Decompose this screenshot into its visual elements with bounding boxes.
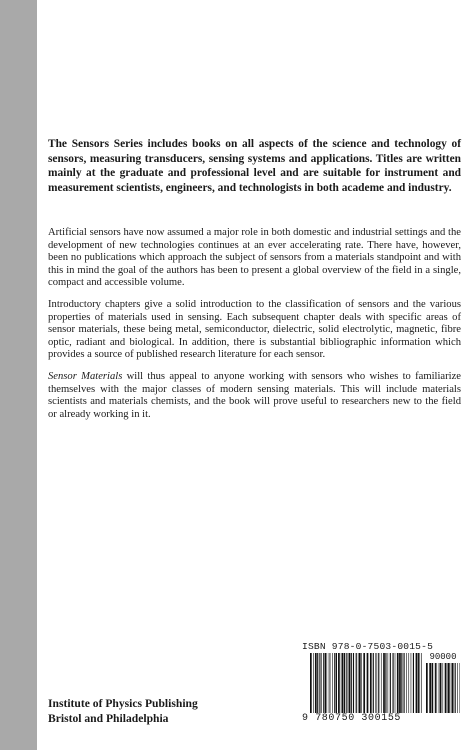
barcode-bar — [310, 653, 312, 713]
barcode-bar — [435, 663, 436, 713]
price-code: 90000 — [429, 652, 457, 662]
barcode-bar — [411, 653, 412, 713]
barcode-bar — [367, 653, 369, 713]
barcode-block — [302, 641, 460, 727]
isbn-label: ISBN 978-0-7503-0015-5 — [302, 641, 434, 652]
barcode-bar — [361, 653, 362, 713]
barcode-bar — [344, 653, 346, 713]
barcode-bar — [443, 663, 444, 713]
barcode-bar — [381, 653, 382, 713]
barcode-bar — [342, 653, 343, 713]
series-description: The Sensors Series includes books on all aspects of the science and technology of sensors, measuring transducers, sensing systems and applications. Titles are written mainly at the graduate and professional level and are suitable for instrument and measurement scientists, engineers, and technologists in both academe and industry. — [48, 138, 461, 194]
barcode-bar — [330, 653, 331, 713]
description-paragraph-1: Artificial sensors have now assumed a major role in both domestic and industrial settings and the development of new technologies continues at an ever accelerating rate. There have, however, been no publications which approach the subject of sensors from a materials standpoint and with this in mind the goal of the authors has been to present a global overview of the field in a single, compact and accessible volume. — [48, 227, 461, 289]
description-paragraph-3 — [48, 371, 461, 421]
back-cover-content — [48, 0, 461, 750]
barcode-bar — [419, 653, 420, 713]
barcode-bar — [426, 663, 428, 713]
barcode-bar — [393, 653, 394, 713]
publisher-name: Institute of Physics Publishing — [48, 697, 198, 710]
book-spine-edge — [0, 0, 37, 750]
barcode-bar — [336, 653, 337, 713]
publisher-imprint — [48, 697, 198, 726]
barcode-bar — [334, 653, 335, 713]
ean-barcode — [310, 653, 422, 713]
barcode-bar — [321, 653, 322, 713]
barcode-bar — [404, 653, 405, 713]
barcode-bar — [385, 653, 386, 713]
barcode-bar — [399, 653, 401, 713]
barcode-bar — [313, 653, 314, 713]
barcode-bar — [317, 653, 318, 713]
barcode-bar — [378, 653, 379, 713]
barcode-bar — [452, 663, 454, 713]
barcode-bar — [338, 653, 340, 713]
barcode-bar — [448, 663, 450, 713]
barcode-bar — [323, 653, 324, 713]
barcode-bar — [370, 653, 372, 713]
ean-digits: 9 780750 300155 — [302, 713, 402, 724]
barcode-bar — [319, 653, 320, 713]
publisher-location: Bristol and Philadelphia — [48, 711, 169, 725]
barcode-bar — [447, 663, 448, 713]
book-title-italic: Sensor Materials — [48, 370, 123, 382]
description-paragraph-2: Introductory chapters give a solid introduction to the classification of sensors and the various properties of materials used in sensing. Each subsequent chapter deals with specific areas of sensor materials, these being metal, semiconductor, dielectric, solid electrolytic, magnetic, fibre optic, radiant and biological. In addition, there is substantial bibliographic information which provides a source of published research literature for each sensor. — [48, 298, 461, 361]
barcode-bar — [356, 653, 357, 713]
barcode-bar — [413, 653, 414, 713]
barcode-bar — [315, 653, 317, 713]
barcode-bar — [332, 653, 333, 713]
barcode-bar — [408, 653, 409, 713]
barcode-bar — [390, 653, 391, 713]
barcode-bar — [397, 653, 399, 713]
barcode-bar — [383, 653, 385, 713]
barcode-bar — [375, 653, 376, 713]
barcode-bar — [401, 653, 402, 713]
barcode-bar — [327, 653, 328, 713]
barcode-bar — [455, 663, 456, 713]
barcode-bar — [359, 653, 361, 713]
barcode-bar — [451, 663, 452, 713]
barcode-bar — [388, 653, 389, 713]
barcode-bar — [429, 663, 431, 713]
description-paragraph-3-text: will thus appeal to anyone working with sensors who wishes to familiarize themselves with the major classes of modern sensing materials. This will include materials scientists and materials chemists, and the book will prove useful to researchers new to the field or already working in it. — [48, 370, 461, 420]
book-description — [48, 227, 461, 430]
barcode-bar — [373, 653, 374, 713]
barcode-bar — [353, 653, 354, 713]
barcode-bar — [351, 653, 352, 713]
barcode-bar — [445, 663, 447, 713]
price-barcode — [426, 663, 460, 713]
barcode-bar — [416, 653, 418, 713]
barcode-bar — [395, 653, 396, 713]
barcode-bar — [440, 663, 442, 713]
barcode-bar — [358, 653, 359, 713]
barcode-bar — [341, 653, 342, 713]
barcode-bar — [377, 653, 378, 713]
barcode-bar — [406, 653, 407, 713]
barcode-bar — [432, 663, 434, 713]
barcode-bar — [329, 653, 330, 713]
barcode-bar — [418, 653, 419, 713]
barcode-bar — [457, 663, 458, 713]
barcode-bar — [421, 653, 422, 713]
barcode-bar — [363, 653, 365, 713]
barcode-bar — [436, 663, 437, 713]
barcode-bar — [346, 653, 347, 713]
barcode-bar — [349, 653, 351, 713]
barcode-bar — [439, 663, 440, 713]
barcode-bar — [325, 653, 326, 713]
